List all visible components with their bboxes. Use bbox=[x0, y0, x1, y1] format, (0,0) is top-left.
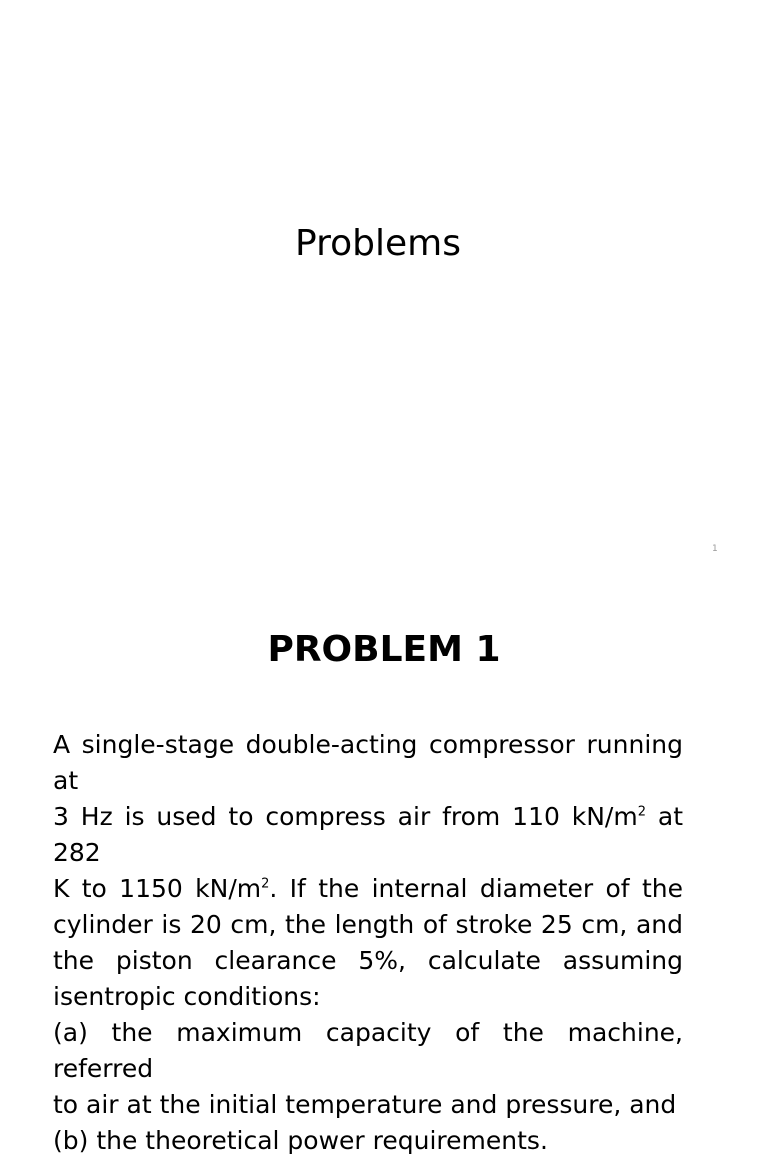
page-number: 1 bbox=[712, 544, 718, 554]
problem-text bbox=[53, 727, 683, 1159]
slide-title: Problems bbox=[295, 223, 461, 264]
problem-line-1: A single-stage double-acting compressor running at bbox=[53, 730, 683, 795]
problem-line-3: K to 1150 $kN/m^2$. If the internal diameter of the bbox=[53, 874, 683, 903]
problem-line-6: isentropic conditions: bbox=[53, 982, 321, 1011]
problem-line-2: 3 Hz is used to compress air from 110 $kN/m^2$ at 282 bbox=[53, 802, 683, 867]
problem-line-5: the piston clearance 5%, calculate assuming bbox=[53, 946, 683, 975]
problem-line-4: cylinder is 20 cm, the length of stroke 25 cm, and bbox=[53, 910, 683, 939]
problem-line-8: to air at the initial temperature and pressure, and bbox=[53, 1090, 677, 1119]
problem-line-9: (b) the theoretical power requirements. bbox=[53, 1126, 548, 1155]
problem-heading: PROBLEM 1 bbox=[267, 629, 501, 670]
problem-line-7: (a) the maximum capacity of the machine, referred bbox=[53, 1018, 683, 1083]
